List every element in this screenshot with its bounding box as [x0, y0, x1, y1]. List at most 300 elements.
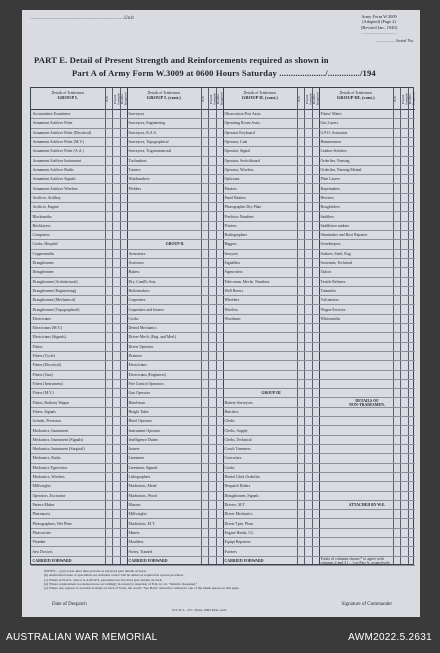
- table-row: [31, 380, 127, 389]
- table-row: [127, 250, 223, 259]
- table-row: [127, 138, 223, 147]
- table-row: [223, 529, 319, 538]
- table-row: [223, 296, 319, 305]
- table-row: [31, 361, 127, 370]
- trade-label: Pattern Maker: [32, 502, 55, 507]
- header-sub-label: Posted Strength: [400, 93, 409, 105]
- header-sub-label: Reinfts. Required: [312, 92, 320, 106]
- table-row: [223, 557, 319, 566]
- table-row: [223, 343, 319, 352]
- trade-label: Despatch Riders: [224, 484, 251, 489]
- trade-label: Dental Mechanics: [128, 326, 157, 331]
- table-row: [31, 259, 127, 268]
- table-row: [127, 398, 223, 407]
- table-row: [223, 278, 319, 287]
- trade-label: Photographer Dry Plate: [224, 205, 262, 210]
- table-row: [319, 557, 415, 566]
- army-form-line: (Revised Jan., 1940): [360, 24, 398, 30]
- trade-label: Butchers: [224, 409, 239, 414]
- table-row: [319, 184, 415, 193]
- trade-label: Observation Post Assts.: [224, 112, 262, 117]
- table-row: [319, 454, 415, 463]
- table-row: [223, 231, 319, 240]
- trade-label: Fitters' Mates: [320, 112, 342, 117]
- table-row: [223, 324, 319, 333]
- tradesmen-table: [30, 87, 414, 565]
- table-row: [31, 426, 127, 435]
- table-row: [223, 352, 319, 361]
- trade-label: Saw Doctors: [32, 549, 53, 554]
- trade-label: Mechanics, Wireless: [32, 475, 65, 480]
- table-row: [31, 278, 127, 287]
- trade-label: Draughtsmen (Mechanical): [32, 298, 76, 303]
- trade-label: Photographers, Wet Plate: [32, 521, 72, 526]
- trade-label: Intelligence Duties: [128, 437, 158, 442]
- trade-label: Armament Artificer Radio: [32, 167, 74, 172]
- trade-label: Electricians (Engineers): [128, 372, 166, 377]
- trade-label: Stores, Trained: [128, 549, 153, 554]
- table-row: [319, 436, 415, 445]
- trade-label: Electricians (Signals): [32, 335, 66, 340]
- table-row: [223, 492, 319, 501]
- table-row: [31, 157, 127, 166]
- trade-label: Operator, Switchboard: [224, 158, 260, 163]
- trade-label: Printers: [224, 223, 237, 228]
- trade-label: Surveyors, R.A.S.: [128, 130, 157, 135]
- header-sub-label: Posted Strength: [208, 93, 217, 105]
- table-row: [31, 519, 127, 528]
- table-row: [31, 408, 127, 417]
- table-row: [31, 371, 127, 380]
- trade-label: Fitters (Cycle): [32, 354, 56, 359]
- table-row: [223, 482, 319, 491]
- trade-label: Instrument Operator: [128, 428, 161, 433]
- table-row: [223, 408, 319, 417]
- table-row: [319, 231, 415, 240]
- trade-label: Driver-Mech. (Eng. and Med.): [128, 335, 177, 340]
- table-row: [319, 222, 415, 231]
- header-sub-label: Posted Strength: [112, 93, 121, 105]
- table-row: [319, 389, 415, 398]
- footer-accession-number: AWM2022.5.2631: [348, 632, 432, 643]
- table-row: [31, 501, 127, 510]
- table-row: [319, 203, 415, 212]
- trade-label: Signallers: [224, 261, 241, 266]
- header-group-label: GROUP II. (cont.): [241, 95, 278, 101]
- table-row: [31, 305, 127, 314]
- table-row: [31, 184, 127, 193]
- trade-label: CARRIED FORWARD: [224, 558, 264, 563]
- note-line: (d) Where replacement not desired note accordingly in return by insertion of N.R. in col. "Reinfts. Required.": [44, 581, 198, 586]
- table-row: [127, 119, 223, 128]
- trade-label: Armament Artificer Fitter (A.A.): [32, 149, 84, 154]
- table-row: [31, 417, 127, 426]
- table-row: [127, 492, 223, 501]
- trade-label: Concreters: [224, 456, 242, 461]
- printer-imprint: N.S.W. L. of C. Press–5000 Pads–4/41.: [172, 608, 228, 612]
- table-row: [223, 110, 319, 119]
- table-row: [223, 371, 319, 380]
- trade-label: Linesmen, Signals: [128, 465, 158, 470]
- trade-label: GROUP II.: [165, 242, 185, 247]
- trade-label: Electricians: [32, 316, 51, 321]
- trade-label: Opticians: [224, 177, 240, 182]
- trade-label: Roughriders: [320, 205, 340, 210]
- table-row: [223, 222, 319, 231]
- trade-label: Storemen, Technical: [320, 261, 353, 266]
- trade-label: Hammermen: [320, 140, 341, 145]
- trade-label: Fitters (Electrical): [32, 363, 61, 368]
- trade-label: Fitters: [32, 344, 43, 349]
- trade-label: Gun Operator: [128, 391, 150, 396]
- trade-label: Orderlies, Nursing: [320, 158, 350, 163]
- trade-label: Welders: [128, 186, 142, 191]
- table-row: [319, 175, 415, 184]
- table-row: [223, 259, 319, 268]
- trade-label: Clerks, Supply: [224, 428, 248, 433]
- table-row: [223, 417, 319, 426]
- trade-label: Cooks: [128, 316, 139, 321]
- table-row: [319, 492, 415, 501]
- table-row: [31, 315, 127, 324]
- table-row: [127, 305, 223, 314]
- header-details-label: Details of Tradesmen GROUP I. (cont.): [127, 88, 201, 101]
- army-form-line: (Adapted) (Page 2): [362, 19, 396, 25]
- trade-label: Millwrights: [128, 512, 147, 517]
- table-row: [31, 547, 127, 556]
- trade-label: Photowriter: [32, 530, 51, 535]
- header-group-label: GROUP I.: [57, 95, 78, 101]
- table-row: [319, 324, 415, 333]
- trade-label: Orderlies, Nursing Mental: [320, 167, 362, 172]
- trade-label: Mechanics, Instrument: [32, 428, 69, 433]
- trade-label: Draughtsmen (Architectural): [32, 279, 78, 284]
- table-row: [319, 519, 415, 528]
- header-sub-label: W.E.: [105, 95, 109, 103]
- trade-label: Coppersmiths: [32, 251, 55, 256]
- trade-label: G.P.O. Assistants: [320, 130, 348, 135]
- table-row: [127, 482, 223, 491]
- trade-label: Saddletree makers: [320, 223, 350, 228]
- table-row: [319, 529, 415, 538]
- table-row: [223, 519, 319, 528]
- table-row: [223, 240, 319, 249]
- table-row: [223, 436, 319, 445]
- trade-label: Dental Clerk Orderlies: [224, 475, 260, 480]
- trade-label: Ropemakers: [320, 186, 340, 191]
- table-row: [127, 175, 223, 184]
- table-row: [31, 324, 127, 333]
- table-row: [319, 250, 415, 259]
- table-row: [31, 231, 127, 240]
- table-row: [223, 157, 319, 166]
- trade-label: Painters: [224, 186, 238, 191]
- form-title: [34, 54, 408, 79]
- trade-label: Engine Hands, I.C.: [224, 530, 255, 535]
- table-row: [319, 482, 415, 491]
- table-row: [223, 445, 319, 454]
- trade-label: Clerks: [224, 419, 235, 424]
- trade-label: Machinists, Wood: [128, 493, 157, 498]
- table-row: [319, 445, 415, 454]
- header-sub-label: W.E.: [297, 95, 301, 103]
- trade-label: Totals of columns shown * to agree with columns 2 and 3 (…) on Part A, respectively.: [320, 556, 391, 565]
- date-of-despatch-label: Date of Despatch: [52, 602, 87, 607]
- trade-label: Plumber: [32, 540, 46, 545]
- trade-label: Miners: [128, 530, 140, 535]
- trade-label: Equipt Repairers: [224, 540, 251, 545]
- table-row: [319, 194, 415, 203]
- table-row: [127, 343, 223, 352]
- table-row: [319, 110, 415, 119]
- trade-label: Cooks, Hospital: [32, 242, 58, 247]
- table-row: [127, 436, 223, 445]
- header-sub-label: W.E.: [201, 95, 205, 103]
- table-row: [223, 147, 319, 156]
- table-row: [223, 473, 319, 482]
- table-row: [223, 119, 319, 128]
- table-row: [31, 119, 127, 128]
- table-row: [319, 361, 415, 370]
- table-row: [223, 389, 319, 398]
- table-row: [31, 398, 127, 407]
- table-row: [31, 464, 127, 473]
- table-row: [31, 138, 127, 147]
- trade-label: Vulcanisers: [320, 298, 339, 303]
- trade-label: Armourers: [128, 251, 146, 256]
- table-row: [223, 538, 319, 547]
- table-row: [31, 333, 127, 342]
- trade-label: Wireless: [224, 307, 238, 312]
- trade-label: Assessors: [128, 261, 144, 266]
- signature-label: Signature of Commander: [341, 602, 392, 607]
- trade-label: DETAILS OF NON-TRADESMEN.: [349, 398, 385, 407]
- table-row: [319, 510, 415, 519]
- trade-label: Fitters (M.V.): [32, 391, 54, 396]
- trade-label: Draughtsmen: [32, 270, 54, 275]
- trade-label: Well Borers: [224, 288, 244, 293]
- trade-label: Machinists, M.T.: [128, 521, 156, 526]
- trade-label: Leather Stitchers: [320, 149, 347, 154]
- trade-label: Linesmen: [128, 456, 144, 461]
- army-form-line: ................................: [361, 30, 397, 36]
- table-row: [319, 268, 415, 277]
- trade-label: Fitters (Instrument): [32, 382, 63, 387]
- trade-label: Wheelers: [224, 298, 240, 303]
- table-row: [127, 333, 223, 342]
- table-row: [127, 212, 223, 221]
- table-row: [31, 250, 127, 259]
- table-row: [127, 371, 223, 380]
- trade-label: Artificer, Artillery: [32, 195, 61, 200]
- table-row: [127, 278, 223, 287]
- table-row: [319, 473, 415, 482]
- table-row: [31, 222, 127, 231]
- table-row: [319, 333, 415, 342]
- trade-label: Fitters (Gun): [32, 372, 53, 377]
- note-line: (b) Authorized ranks or specialists are included on list will be added as required in spaces provided.: [44, 573, 184, 578]
- table-row: [31, 557, 127, 566]
- table-row: [127, 501, 223, 510]
- table-row: [319, 547, 415, 556]
- serial-no: ...................Serial No.: [375, 38, 414, 43]
- table-row: [31, 445, 127, 454]
- note-line: (c) Where A.W.A.S. and/or A.A.M.W.S. personnel are involved give details on back.: [44, 577, 163, 582]
- header-details-label: Details of Tradesmen GROUP III. (cont.): [319, 88, 393, 101]
- table-row: [31, 352, 127, 361]
- trade-label: Sawyers: [224, 251, 238, 256]
- trade-label: CARRIED FORWARD: [32, 558, 72, 563]
- trade-label: Toolmakers: [128, 158, 147, 163]
- table-row: [319, 408, 415, 417]
- trade-label: Storekeepers: [320, 242, 341, 247]
- trade-label: Hand-man: [128, 400, 145, 405]
- trade-label: Blacksmiths: [32, 214, 52, 219]
- trade-label: Strikers, Steel, Eng.: [320, 251, 352, 256]
- table-row: [127, 129, 223, 138]
- table-row: [319, 119, 415, 128]
- table-row: [31, 110, 127, 119]
- table-row: [319, 296, 415, 305]
- trade-label: Surveyors: [128, 112, 145, 117]
- table-row: [319, 417, 415, 426]
- header-sub-label: Posted Strength: [304, 93, 313, 105]
- table-row: [31, 147, 127, 156]
- table-row: [127, 231, 223, 240]
- trade-label: Draughtsmen (Topographical): [32, 307, 80, 312]
- table-row: [127, 417, 223, 426]
- table-row: [127, 268, 223, 277]
- trade-label: Radiographers: [224, 233, 248, 238]
- trade-label: Masons: [128, 502, 141, 507]
- trade-label: Grinder, Precision: [32, 419, 61, 424]
- trade-label: Hotel Operator: [128, 419, 152, 424]
- trade-label: Operating Room Assts.: [224, 121, 261, 126]
- table-row: [223, 184, 319, 193]
- table-row: [223, 175, 319, 184]
- army-form-sheet: [22, 10, 420, 617]
- trade-label: Driver Mechanics: [224, 512, 253, 517]
- table-row: [127, 464, 223, 473]
- table-row: [127, 408, 223, 417]
- trade-label: Tailors: [320, 270, 332, 275]
- trade-label: Operators, Excavator: [32, 493, 66, 498]
- trade-label: Coach Trimmers: [224, 447, 251, 452]
- trade-label: Draughtsmen (Engineering): [32, 288, 77, 293]
- table-row: [31, 343, 127, 352]
- trade-label: Clerks, Technical: [224, 437, 252, 442]
- table-row: [127, 203, 223, 212]
- trade-label: Carpenters and Joiners: [128, 307, 164, 312]
- trade-label: Lithographers: [128, 475, 151, 480]
- unit-line: .................................................................Unit: [30, 16, 134, 21]
- table-row: [127, 296, 223, 305]
- trade-label: Operator, Signal: [224, 149, 251, 154]
- trade-label: Bricklayers: [32, 223, 51, 228]
- trade-label: Battery Surveyors: [224, 400, 253, 405]
- header-sub-label: W.E.: [393, 95, 397, 103]
- table-row: [319, 305, 415, 314]
- table-row: [223, 315, 319, 324]
- trade-label: Surveyors, Engineering: [128, 121, 166, 126]
- table-row: [223, 129, 319, 138]
- table-row: [127, 352, 223, 361]
- table-row: [31, 166, 127, 175]
- trade-label: Electricians (M.V.): [32, 326, 63, 331]
- table-row: [127, 222, 223, 231]
- trade-label: Shoemaker and Boot Repairer: [320, 233, 368, 238]
- table-row: [319, 259, 415, 268]
- trade-label: Mechanics, Radio: [32, 456, 61, 461]
- table-row: [319, 147, 415, 156]
- table-row: [31, 203, 127, 212]
- table-row: [127, 473, 223, 482]
- table-row: [223, 194, 319, 203]
- trade-label: Millwrights: [32, 484, 51, 489]
- table-row: [31, 510, 127, 519]
- trade-label: Tinsmiths: [320, 288, 336, 293]
- trade-label: Surveyors, Trigonometrical: [128, 149, 172, 154]
- trade-label: Carpenters: [128, 298, 146, 303]
- table-row: [319, 166, 415, 175]
- table-row: [319, 278, 415, 287]
- table-row: [127, 454, 223, 463]
- trade-label: Armament Artificer Wireless: [32, 186, 78, 191]
- trade-label: Dry. Candl's Asst.: [128, 279, 157, 284]
- table-row: [127, 315, 223, 324]
- trade-label: Watchmakers: [128, 177, 150, 182]
- trade-label: Gas Layers: [320, 121, 339, 126]
- trade-label: Height Taker: [128, 409, 149, 414]
- table-row: [319, 129, 415, 138]
- table-row: [223, 138, 319, 147]
- trade-label: Wagon Erectors: [320, 307, 346, 312]
- table-row: [223, 305, 319, 314]
- trade-label: Turners: [128, 167, 141, 172]
- table-row: [127, 557, 223, 566]
- header-sub-label: Reinfts. Required: [408, 92, 416, 106]
- trade-label: Cooks: [224, 465, 235, 470]
- table-row: [223, 166, 319, 175]
- table-row: [223, 398, 319, 407]
- table-row: [223, 454, 319, 463]
- trade-label: Surveyors, Topographical: [128, 140, 169, 145]
- trade-label: Operator, Wireless: [224, 167, 254, 172]
- trade-label: Furriers: [224, 549, 237, 554]
- table-row: [127, 147, 223, 156]
- table-row: [223, 464, 319, 473]
- trade-label: Armament Artificer Signals: [32, 177, 76, 182]
- trade-label: GROUP III: [261, 391, 281, 396]
- trade-label: Driver Tptn. Plant: [224, 521, 253, 526]
- header-group-label: GROUP I. (cont.): [146, 95, 181, 101]
- table-row: [319, 240, 415, 249]
- table-row: [127, 389, 223, 398]
- trade-label: Signwriters: [224, 270, 243, 275]
- table-row: [31, 212, 127, 221]
- table-row: [223, 333, 319, 342]
- trade-label: Plate Layers: [320, 177, 340, 182]
- table-row: [127, 157, 223, 166]
- trade-label: Textile Refiners: [320, 279, 346, 284]
- trade-label: Armament Artificer Instrument: [32, 158, 82, 163]
- trade-label: Saddlers: [320, 214, 334, 219]
- trade-label: Woodmen: [224, 316, 241, 321]
- table-row: [223, 287, 319, 296]
- table-row: [127, 287, 223, 296]
- trade-label: Fire Control Operators: [128, 382, 164, 387]
- header-details-label: Details of Tradesmen GROUP II. (cont.): [223, 88, 297, 101]
